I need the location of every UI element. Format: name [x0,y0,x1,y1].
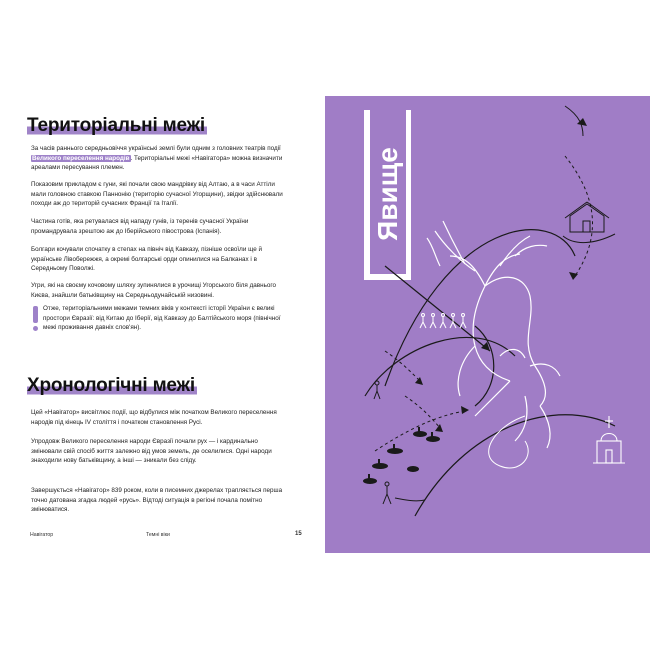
highlight-great-migration: Великого переселення народів [32,154,130,162]
horse-riders-icon [363,427,440,484]
paragraph-intro [31,144,287,173]
heading-territorial-borders: Територіальні межі [27,115,205,136]
exclamation-dot [33,326,38,331]
left-page [0,96,325,553]
paragraph-bulgars: Болгари кочували спочатку в степах на північ від Кавказу, пізніше освоїли ще й українське Лівобережжя, а окремі болгарські орди опинилися на Балканах і в Середньому Поволжі. [31,246,262,273]
deer-illustration [427,221,560,448]
church-icon [593,416,625,463]
paragraph-ugrians: Угри, які на своєму кочовому шляху зупинялися в урочищі Угорського біля давнього Києва, знайшли батьківщину на Середньодунайській низовині. [31,282,277,299]
arrow-icon [415,118,587,432]
traveler-figures [374,381,425,504]
book-spread [0,96,650,553]
paragraph-migration-change: Упродовж Великого переселення народи Євразії почали рух — і кардинально змінювали свій спосіб життя залежно від умов земель, де оселилися. Одні народи знаходили нову батьківщину, а інші — зникали без сліду. [31,438,272,465]
section-label: Явище [372,147,403,241]
swirl-line [489,416,529,468]
paragraph-intro-end: . Територіальні межі «Навігатора» можна визначити ареалами пересування племен. [31,154,283,172]
spear-arrow [385,266,490,351]
paragraph-goths: Частина готів, яка ретувалася від нападу гунів, із теренів сучасної України промандрувала зрештою аж до Іберійського півострова (Іспанія). [31,218,249,235]
footer-book-title: Навігатор [30,532,54,538]
paragraph-period: Цей «Навігатор» висвітлює події, що відбулися між початком Великого переселення народів під кінець IV століття і початком становлення Русі. [31,409,277,426]
callout-text: Отже, територіальними межами темних віків у контексті історії України є великі простори Євразії: від Китаю до Іберії, від Кавказу до Балтійського моря (північної межі проживання давніх слов'ян). [43,305,281,332]
page-number: 15 [295,531,302,537]
right-page [325,96,650,553]
paragraph-huns: Показовим прикладом є гуни, які почали свою мандрівку від Алтаю, а в часи Аттіли мали головною ставкою Паннонію (територію сучасної Угорщини), звідки здійснювали походи аж до територій сучасних Франції та Італії. [31,181,283,208]
exclamation-icon [33,306,38,323]
paragraph-intro-start: За часів раннього середньовіччя українські землі були одним з головних театрів події [31,145,281,152]
heading-chronological-borders: Хронологічні межі [27,375,195,396]
house-icon [563,202,615,243]
illustration [325,96,650,553]
paragraph-end-839: Завершується «Навігатор» 839 роком, коли в писемних джерелах трапляється перша точно датована згадка людей «русь». Відтоді ситуація в регіоні почала помітно змінюватися. [31,487,283,514]
footer-section-title: Темні віки [146,532,170,538]
